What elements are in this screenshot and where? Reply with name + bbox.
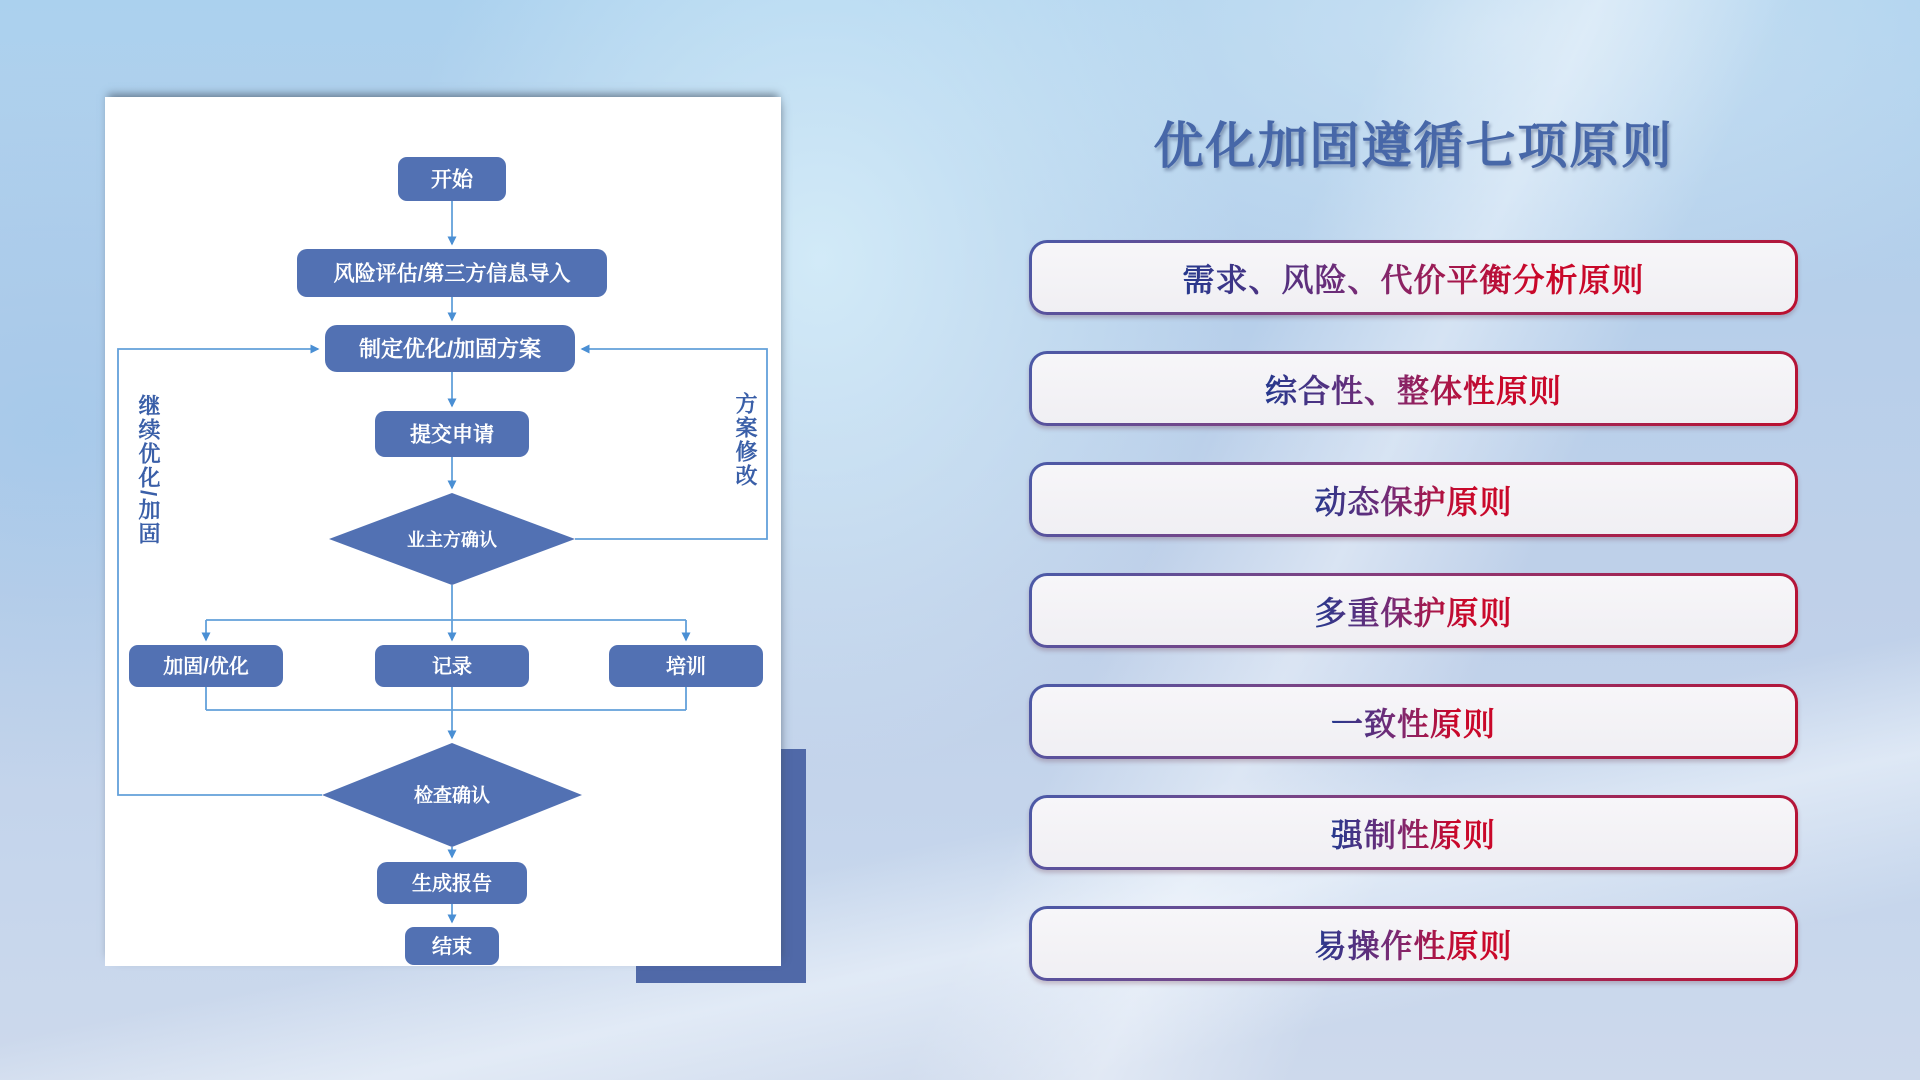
flow-node-make-plan <box>325 325 575 372</box>
principle-label: 多重保护原则 <box>1314 588 1512 634</box>
flow-node-reinforce-label: 加固/优化 <box>163 656 249 678</box>
principle-label: 需求、风险、代价平衡分析原则 <box>1182 255 1644 301</box>
flow-node-report <box>377 862 527 904</box>
principle-box <box>1029 684 1798 759</box>
principle-box-inner <box>1032 243 1795 312</box>
flow-node-training-label: 培训 <box>666 656 706 678</box>
principle-box <box>1029 906 1798 981</box>
left-loop-label: 继续优化/加固 <box>136 394 161 547</box>
principle-label: 一致性原则 <box>1331 699 1496 745</box>
principle-label: 易操作性原则 <box>1314 921 1512 967</box>
panel-title: 优化加固遵循七项原则 <box>1153 118 1674 174</box>
flow-node-record-label: 记录 <box>432 656 472 678</box>
flow-node-risk-import-label: 风险评估/第三方信息导入 <box>333 262 571 286</box>
principle-label: 动态保护原则 <box>1314 477 1512 523</box>
flow-node-check-confirm-label: 检查确认 <box>413 785 491 807</box>
flowchart-svg <box>105 97 781 966</box>
principle-box <box>1029 351 1798 426</box>
principle-box-inner <box>1032 576 1795 645</box>
principle-box-inner <box>1032 687 1795 756</box>
flow-nodes <box>129 157 763 965</box>
flow-node-owner-confirm <box>329 493 575 585</box>
flow-node-submit <box>375 411 529 457</box>
flowchart-card <box>105 97 781 966</box>
flow-node-record <box>375 645 529 687</box>
principle-box-inner <box>1032 354 1795 423</box>
flow-node-owner-confirm-label: 业主方确认 <box>407 530 497 550</box>
right-loop-label: 方案修改 <box>733 392 758 488</box>
flow-node-end <box>405 927 499 965</box>
flow-node-training <box>609 645 763 687</box>
flow-node-reinforce <box>129 645 283 687</box>
flow-node-make-plan-label: 制定优化/加固方案 <box>358 336 542 362</box>
principle-box <box>1029 240 1798 315</box>
principle-label: 强制性原则 <box>1331 810 1496 856</box>
flow-node-start <box>398 157 506 201</box>
flow-node-risk-import <box>297 249 607 297</box>
principle-box-inner <box>1032 465 1795 534</box>
principle-box-inner <box>1032 909 1795 978</box>
flow-node-start-label: 开始 <box>431 168 473 192</box>
flow-node-submit-label: 提交申请 <box>410 423 494 447</box>
principle-label: 综合性、整体性原则 <box>1265 366 1562 412</box>
flow-node-report-label: 生成报告 <box>412 873 492 895</box>
flow-node-end-label: 结束 <box>432 936 472 958</box>
flow-node-check-confirm <box>322 743 582 847</box>
principle-box <box>1029 795 1798 870</box>
principle-box <box>1029 462 1798 537</box>
principle-box <box>1029 573 1798 648</box>
principle-box-inner <box>1032 798 1795 867</box>
